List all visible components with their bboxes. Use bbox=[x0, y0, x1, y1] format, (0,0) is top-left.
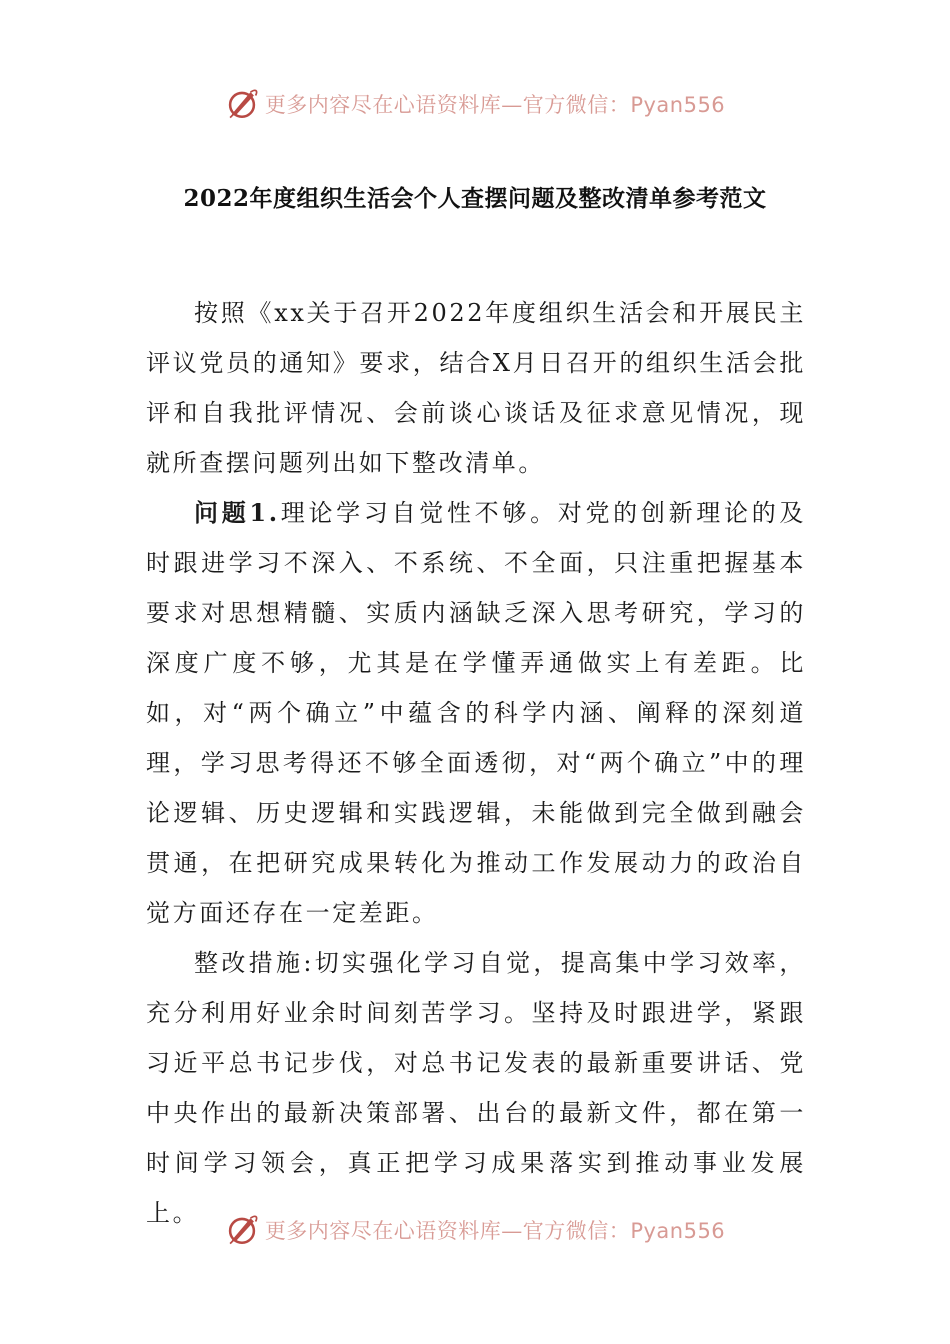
footer-watermark bbox=[0, 1210, 950, 1250]
document-body bbox=[146, 288, 806, 1238]
intro-paragraph: 按照《xx关于召开2022年度组织生活会和开展民主评议党员的通知》要求，结合X月日召开的组织生活会批评和自我批评情况、会前谈心谈话及征求意见情况，现就所查摆问题列出如下整改清单。 bbox=[146, 299, 806, 477]
feather-pen-logo-icon bbox=[225, 87, 259, 121]
problem-1-label: 问题1. bbox=[194, 498, 280, 527]
header-watermark bbox=[0, 84, 950, 124]
problem-1-paragraph bbox=[146, 488, 806, 938]
document-title: 2022年度组织生活会个人查摆问题及整改清单参考范文 bbox=[183, 185, 767, 212]
watermark-wechat-id: Pyan556 bbox=[630, 93, 726, 117]
watermark-text: 更多内容尽在心语资料库—官方微信：Pyan556 bbox=[264, 93, 726, 117]
watermark-wechat-id: Pyan556 bbox=[630, 1219, 726, 1243]
feather-pen-logo-icon bbox=[225, 1213, 259, 1247]
problem-1-text: 理论学习自觉性不够。对党的创新理论的及时跟进学习不深入、不系统、不全面，只注重把握基本要求对思想精髓、实质内涵缺乏深入思考研究，学习的深度广度不够，尤其是在学懂弄通做实上有差距。比如，对“两个确立”中蕴含的科学内涵、阐释的深刻道理，学习思考得还不够全面透彻，对“两个确立”中的理论逻辑、历史逻辑和实践逻辑，未能做到完全做到融会贯通，在把研究成果转化为推动工作发展动力的政治自觉方面还存在一定差距。 bbox=[146, 499, 806, 927]
measures-1-paragraph: 整改措施:切实强化学习自觉，提高集中学习效率，充分利用好业余时间刻苦学习。坚持及时跟进学，紧跟习近平总书记步伐，对总书记发表的最新重要讲话、党中央作出的最新决策部署、出台的最新文件，都在第一时间学习领会，真正把学习成果落实到推动事业发展上。 bbox=[146, 949, 806, 1227]
watermark-text: 更多内容尽在心语资料库—官方微信：Pyan556 bbox=[264, 1219, 726, 1243]
